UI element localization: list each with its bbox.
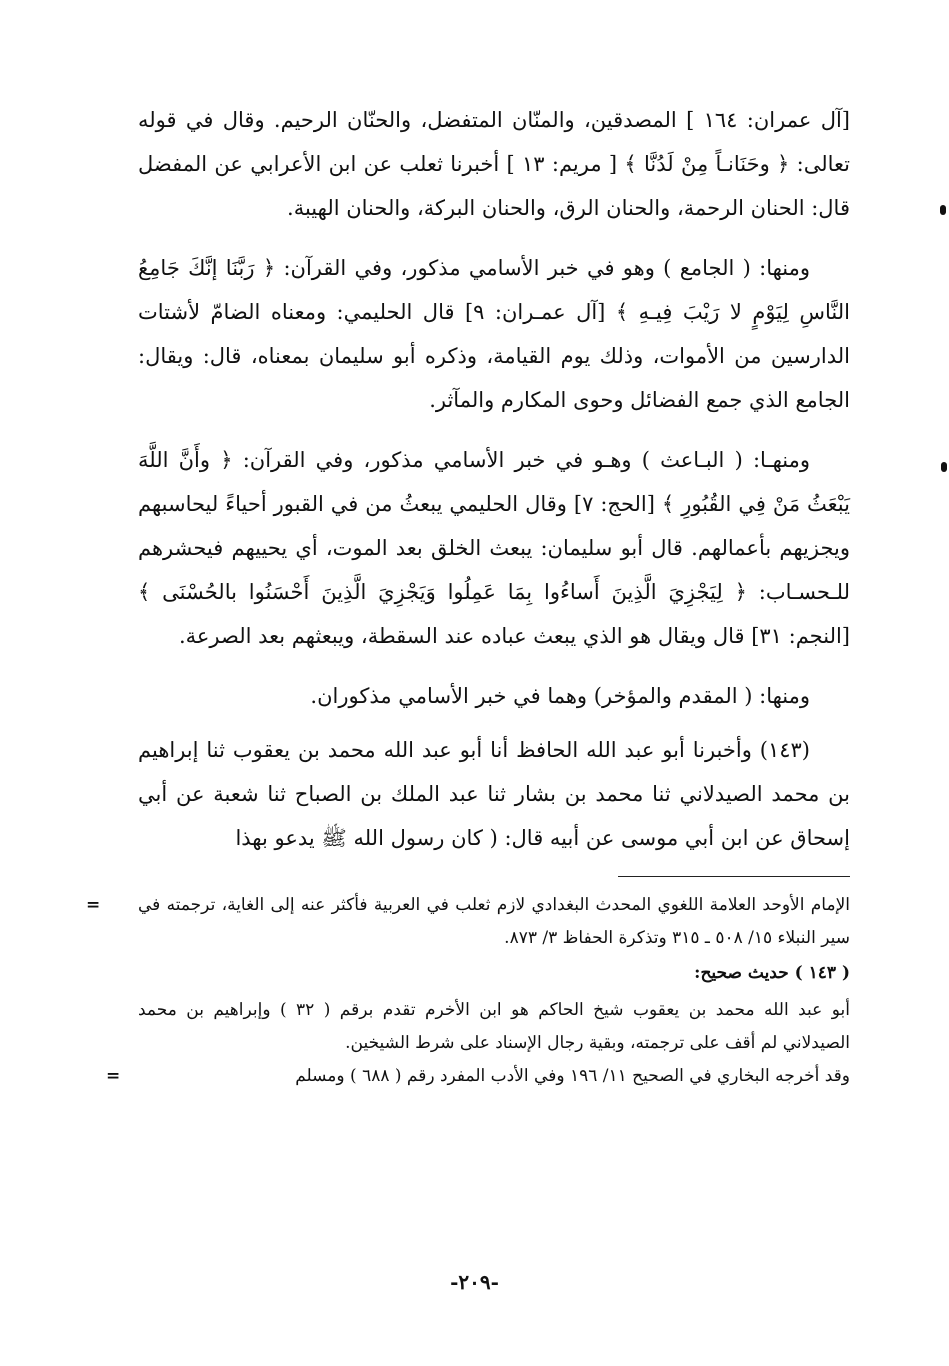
footnote-continuation xyxy=(86,889,850,955)
footnote-last-text: وقد أخرجه البخاري في الصحيح ١١/ ١٩٦ وفي الأدب المفرد رقم ( ٦٨٨ ) ومسلم xyxy=(295,1066,850,1086)
edge-mark xyxy=(940,205,946,215)
page-content xyxy=(86,98,850,1093)
footnote-continuation-text: الإمام الأوحد العلامة اللغوي المحدث البغدادي لازم ثعلب في العربية فأكثر عنه إلى الغاية، ترجمته في سير النبلاء ١٥/ ٥٠٨ ـ ٣١٥ وتذكرة الحفاظ ٣/ ٨٧٣. xyxy=(138,895,850,948)
footnotes xyxy=(86,889,850,1093)
paragraph-al-baith: ومنهـا: ( البـاعث ) وهـو في خبر الأسامي مذكور، وفي القرآن: ﴿ وأَنَّ اللَّهَ يَبْعَثُ مَنْ فِي القُبُورِ ﴾ [الحج: ٧] وقال الحليمي يبعثُ من في القبور أحياءً ليحاسبهم ويجزيهم بأعمالهم. قال أبو سليمان: يبعث الخلق بعد الموت، أي يحييهم فيحشرهم للـحسـاب: ﴿ لِيَجْزِيَ الَّذِينَ أَساءُوا بِمَا عَمِلُوا وَيَجْزِيَ الَّذِينَ أَحْسَنُوا بالحُسْنَى ﴾ [النجم: ٣١] قال ويقال هو الذي يبعث عباده عند السقطة، ويبعثهم بعد الصرعة. xyxy=(138,448,850,648)
page-number: -٢٠٩- xyxy=(450,1270,499,1294)
paragraph-1: [آل عمران: ١٦٤ ] المصدقين، والمنّان المتفضل، والحنّان الرحيم. وقال في قوله تعالى: ﴿ وحَنَانـاً مِنْ لَدُنَّا ﴾ [ مريم: ١٣ ] أخبرنا ثعلب عن ابن الأعرابي عن المفضل قال: الحنان الرحمة، والحنان الرق، والحنان البركة، والحنان الهيبة. xyxy=(138,108,850,220)
footnote-divider xyxy=(618,876,850,877)
paragraph-al-muqaddim: ومنها: ( المقدم والمؤخر) وهما في خبر الأسامي مذكوران. xyxy=(310,684,810,708)
main-text xyxy=(138,98,850,860)
continues-marker: = xyxy=(106,1066,121,1086)
footnote-body: أبو عبد الله محمد بن يعقوب شيخ الحاكم هو ابن الأخرم تقدم برقم ( ٣٢ ) وإبراهيم بن محمد الصيدلاني لم أقف على ترجمته، وبقية رجال الإسناد على شرط الشيخين. xyxy=(138,1000,850,1053)
footnote-heading: ( ١٤٣ ) حديث صحيح: xyxy=(694,963,850,983)
paragraph-al-jami: ومنها: ( الجامع ) وهو في خبر الأسامي مذكور، وفي القرآن: ﴿ رَبَّنَا إنَّكَ جَامِعُ النَّاسِ لِيَوْمٍ لا رَيْبَ فِيـهِ ﴾ [آل عمـران: ٩] قال الحليمي: ومعناه الضامّ لأشتات الدارسين من الأموات، وذلك يوم القيامة، وذكره أبو سليمان بمعناه، قال: ويقال: الجامع الذي جمع الفضائل وحوى المكارم والمآثر. xyxy=(138,256,850,412)
continuation-marker: = xyxy=(86,895,101,915)
paragraph-hadith-143: (١٤٣) وأخبرنا أبو عبد الله الحافظ أنا أبو عبد الله محمد بن يعقوب ثنا إبراهيم بن محمد الصيدلاني ثنا محمد بن بشار ثنا عبد الملك بن الصباح ثنا شعبة عن أبي إسحاق عن ابن أبي موسى عن أبيه قال: ( كان رسول الله ﷺ يدعو بهذا xyxy=(138,738,850,850)
edge-mark xyxy=(941,462,947,472)
footnote-last xyxy=(106,1060,850,1093)
